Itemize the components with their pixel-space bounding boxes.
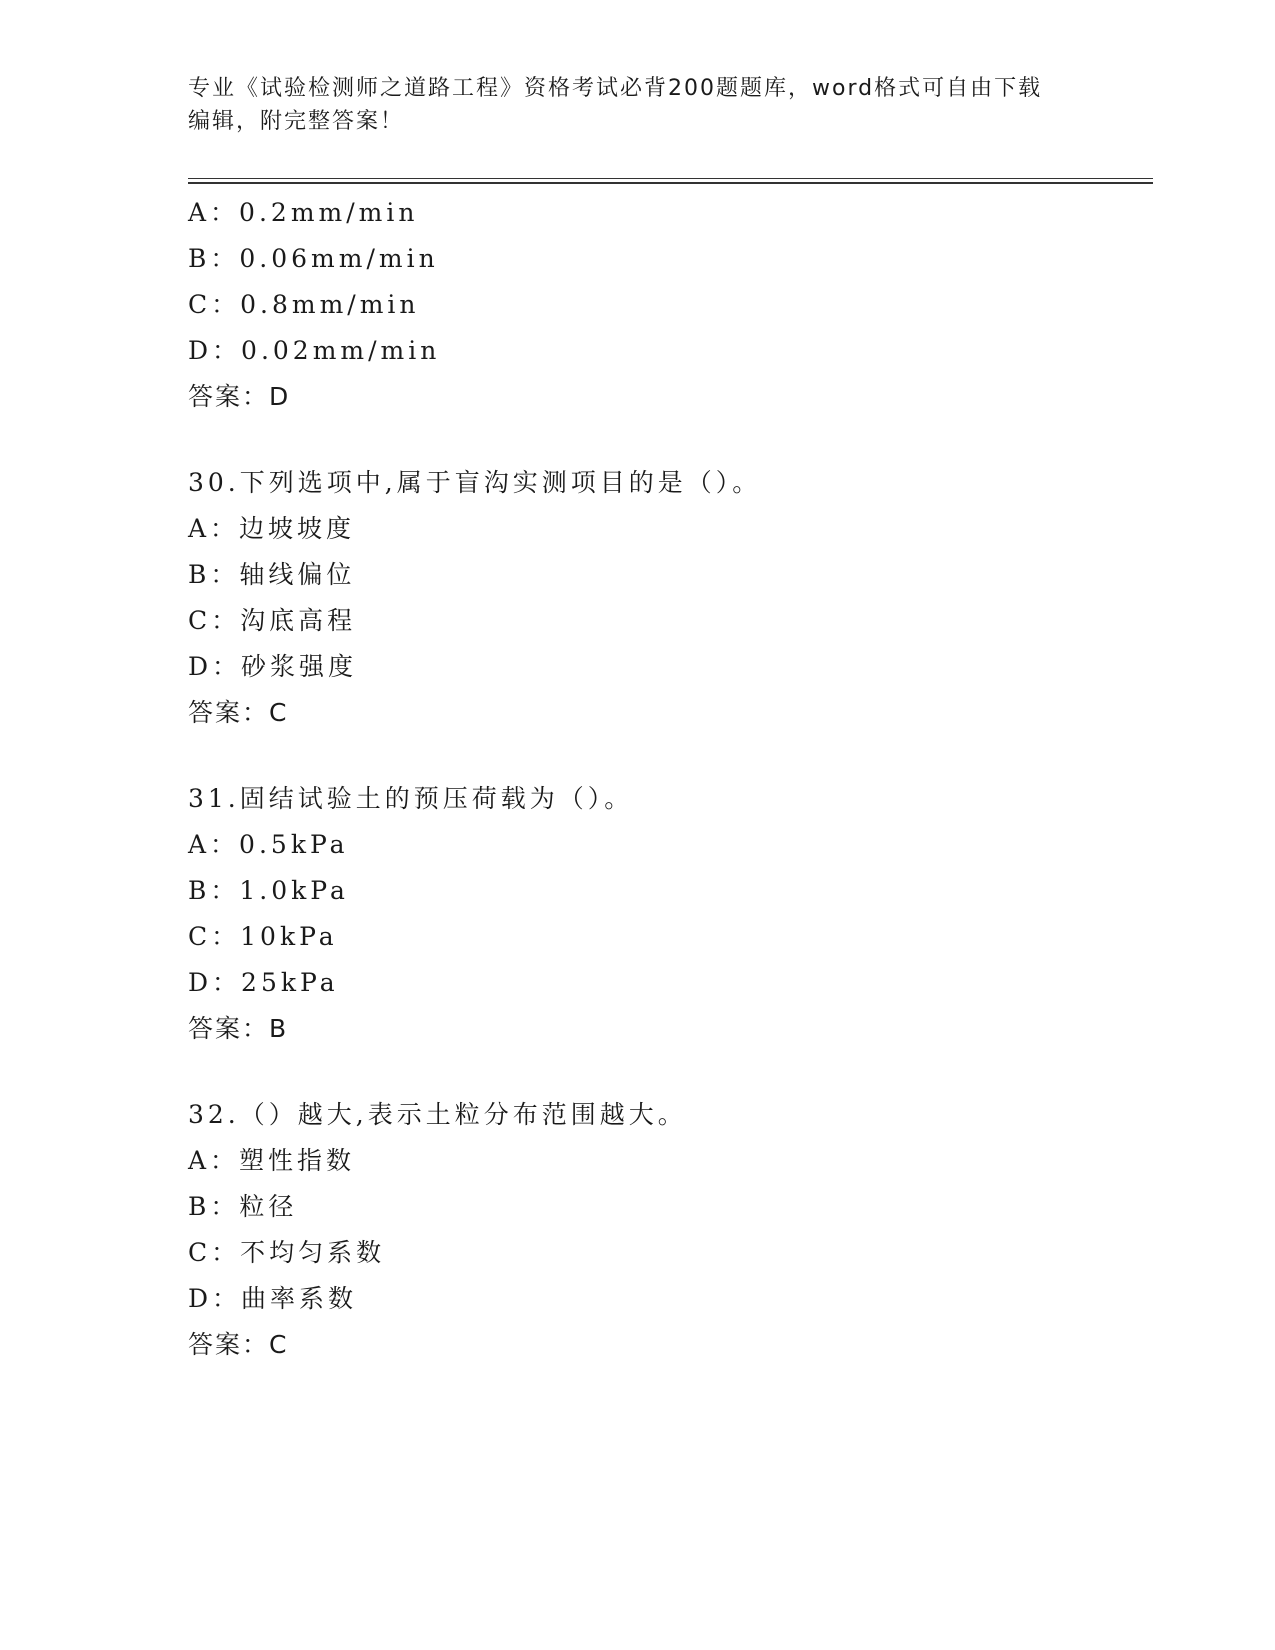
option-c: C：沟底高程 [188,606,357,635]
option-d: D：曲率系数 [188,1284,358,1313]
question-text: 30.下列选项中,属于盲沟实测项目的是（）。 [188,468,762,497]
option-d: D：0.02mm/min [188,336,441,365]
option-a: A：边坡坡度 [188,514,356,543]
answer-line: 答案：D [188,382,291,411]
option-b: B：0.06mm/min [188,244,439,273]
header-line-2: 编辑，附完整答案！ [188,109,405,134]
option-a: A：0.2mm/min [188,198,419,227]
answer-line: 答案：C [188,1330,289,1359]
answer-line: 答案：B [188,1014,289,1043]
option-c: C：0.8mm/min [188,290,420,319]
option-c: C：10kPa [188,922,338,951]
question-block-30 [188,460,1153,736]
document-header [188,72,1068,138]
option-d: D：25kPa [188,968,339,997]
question-text: 32.（）越大,表示土粒分布范围越大。 [188,1100,687,1129]
option-c: C：不均匀系数 [188,1238,386,1267]
option-b: B：轴线偏位 [188,560,356,589]
option-b: B：粒径 [188,1192,298,1221]
question-block-32 [188,1092,1153,1368]
header-divider-top [188,178,1153,179]
question-text: 31.固结试验土的预压荷载为（）。 [188,784,634,813]
header-line-1: 专业《试验检测师之道路工程》资格考试必背200题题库，word格式可自由下载 [188,76,1043,101]
question-block-29 [188,190,1153,420]
option-a: A：塑性指数 [188,1146,356,1175]
header-divider-bottom [188,182,1153,184]
question-block-31 [188,776,1153,1052]
question-list [188,190,1153,1368]
option-d: D：砂浆强度 [188,652,358,681]
option-b: B：1.0kPa [188,876,349,905]
option-a: A：0.5kPa [188,830,349,859]
answer-line: 答案：C [188,698,289,727]
